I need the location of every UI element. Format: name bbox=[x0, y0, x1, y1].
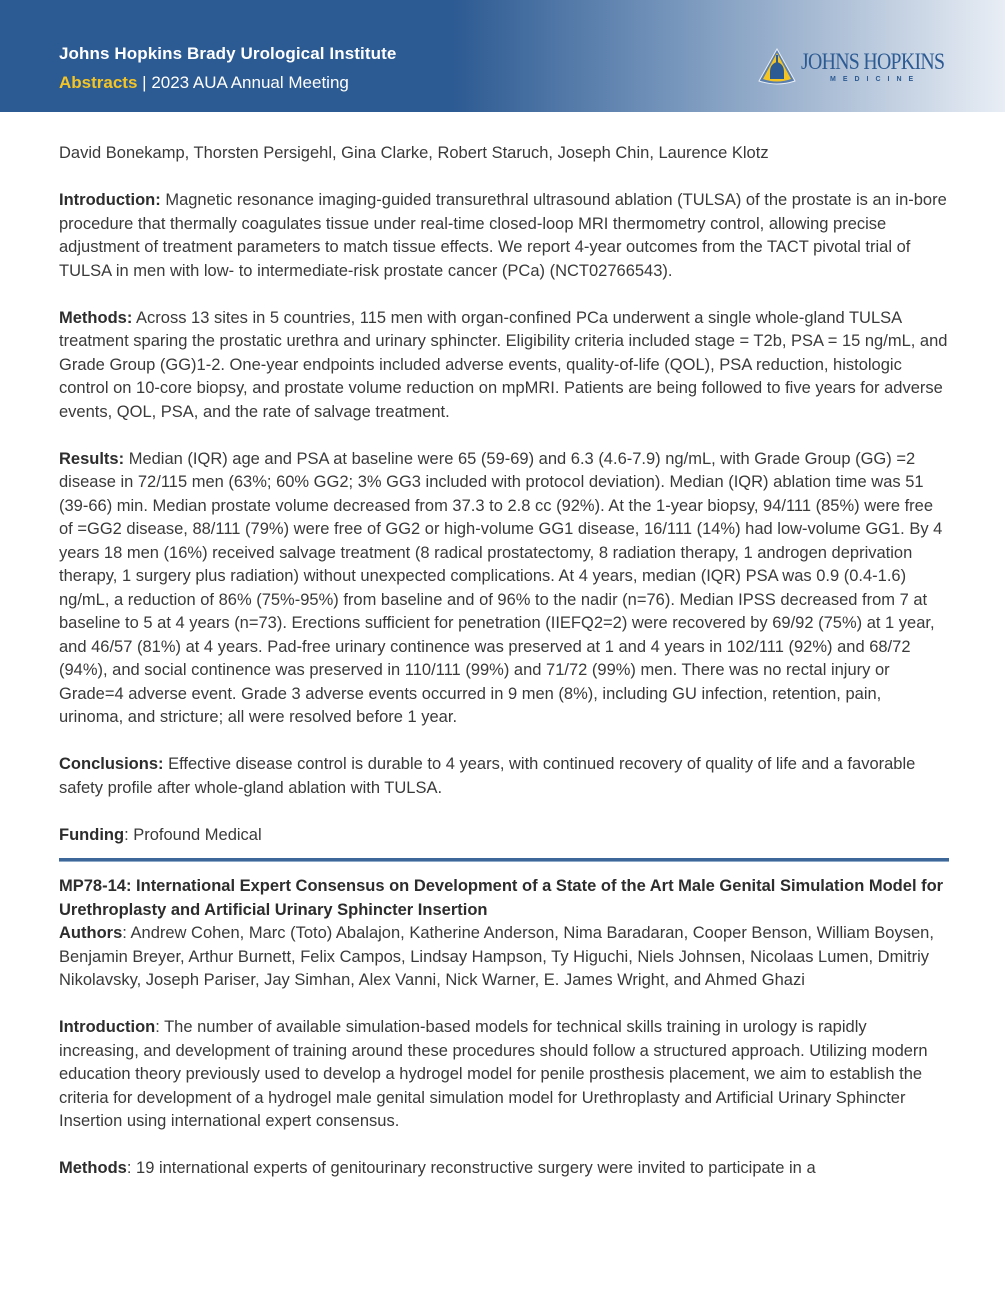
authors-label: Authors bbox=[59, 924, 123, 942]
abstract1-funding bbox=[59, 824, 949, 848]
abstract1-authors: David Bonekamp, Thorsten Persigehl, Gina Clarke, Robert Staruch, Joseph Chin, Laurence Klotz bbox=[59, 144, 769, 162]
abstract2-introduction bbox=[59, 1016, 949, 1134]
abstract2-title: MP78-14: International Expert Consensus on Development of a State of the Art Male Genital Simulation Model for Urethroplasty and Artificial Urinary Sphincter Insertion bbox=[59, 877, 944, 919]
header-banner bbox=[0, 0, 1005, 112]
logo-wordmark: JOHNS HOPKINS bbox=[801, 49, 945, 74]
abstracts-label: Abstracts bbox=[59, 73, 138, 92]
institute-title: Johns Hopkins Brady Urological Institute bbox=[59, 44, 397, 63]
johns-hopkins-logo bbox=[757, 44, 947, 90]
page-content bbox=[59, 142, 949, 1181]
results-text: Median (IQR) age and PSA at baseline were 65 (59-69) and 6.3 (4.6-7.9) ng/mL, with Grade Group (GG) =2 disease in 72/115 men (63%; 60% GG2; 3% GG3 included with protocol deviation). Median (IQR) ablation time was 51 (39-66) min. Median prostate volume decreased from 37.3 to 2.8 cc (92%). At the 1-year biopsy, 94/111 (85%) were free of =GG2 disease, 88/111 (79%) were free of GG2 or high-volume GG1 disease, 16/111 (14%) had low-volume GG1. By 4 years 18 men (16%) received salvage treatment (8 radical prostatectomy, 8 radiation therapy, 1 androgen deprivation therapy, 1 surgery plus radiation) without unexpected complications. At 4 years, median (IQR) PSA was 0.9 (0.4-1.6) ng/mL, a reduction of 86% (75%-95%) from baseline and of 96% to the nadir (n=76). Median IPSS decreased from 7 at baseline to 5 at 4 years (n=73). Erections sufficient for penetration (IIEFQ2=2) were recovered by 69/92 (75%) at 1 year, and 46/57 (81%) at 4 years. Pad-free urinary continence was preserved at 1 and 4 years in 102/111 (92%) and 68/72 (94%), and social continence was preserved in 110/111 (99%) and 71/72 (99%) men. There was no rectal injury or Grade=4 adverse event. Grade 3 adverse events occurred in 9 men (8%), including GU infection, retention, pain, urinoma, and stricture; all were resolved before 1 year. bbox=[59, 449, 943, 726]
introduction-label: Introduction: bbox=[59, 191, 161, 209]
abstract1-results bbox=[59, 448, 949, 730]
introduction-text: : The number of available simulation-based models for technical skills training in urology is rapidly increasing, and development of training around these procedures should follow a structured approach. Utilizing modern education theory previously used to develop a hydrogel model for penile prosthesis placement, we aim to establish the criteria for development of a hydrogel male genital simulation model for Urethroplasty and Artificial Urinary Sphincter Insertion using international expert consensus. bbox=[59, 1018, 928, 1130]
funding-label: Funding bbox=[59, 825, 125, 844]
meeting-name: 2023 AUA Annual Meeting bbox=[151, 73, 349, 92]
section-divider bbox=[59, 858, 949, 862]
abstract2-authors bbox=[59, 922, 949, 993]
abstract1-methods bbox=[59, 307, 949, 425]
funding-text: : Profound Medical bbox=[124, 825, 262, 844]
conclusions-text: Effective disease control is durable to 4 years, with continued recovery of quality of life and a favorable safety profile after whole-gland ablation with TULSA. bbox=[59, 755, 916, 797]
abstract2-methods bbox=[59, 1157, 949, 1181]
abstract1-introduction bbox=[59, 189, 949, 283]
conclusions-label: Conclusions: bbox=[59, 755, 164, 773]
introduction-label: Introduction bbox=[59, 1018, 156, 1036]
results-label: Results: bbox=[59, 449, 125, 468]
logo-subtitle: MEDICINE bbox=[830, 76, 921, 83]
methods-label: Methods bbox=[59, 1159, 127, 1177]
separator: | bbox=[142, 73, 147, 92]
abstract1-conclusions bbox=[59, 753, 949, 800]
introduction-text: Magnetic resonance imaging-guided transurethral ultrasound ablation (TULSA) of the prostate is an in-bore procedure that thermally coagulates tissue under real-time closed-loop MRI thermometry control, allowing precise adjustment of treatment parameters to match tissue effects. We report 4-year outcomes from the TACT pivotal trial of TULSA in men with low- to intermediate-risk prostate cancer (PCa) (NCT02766543). bbox=[59, 191, 947, 280]
methods-text: Across 13 sites in 5 countries, 115 men with organ-confined PCa underwent a single whole-gland TULSA treatment sparing the prostatic urethra and urinary sphincter. Eligibility criteria included stage = T2b, PSA = 15 ng/mL, and Grade Group (GG)1-2. One-year endpoints included adverse events, quality-of-life (QOL), PSA reduction, histologic control on 10-core biopsy, and prostate volume reduction on mpMRI. Patients are being followed to five years for adverse events, QOL, PSA, and the rate of salvage treatment. bbox=[59, 308, 948, 421]
banner-subtitle bbox=[59, 73, 349, 93]
methods-text: : 19 international experts of genitourinary reconstructive surgery were invited to participate in a bbox=[126, 1159, 816, 1177]
authors-text: : Andrew Cohen, Marc (Toto) Abalajon, Katherine Anderson, Nima Baradaran, Cooper Benson, William Boysen, Benjamin Breyer, Arthur Burnett, Felix Campos, Lindsay Hampson, Ty Higuchi, Niels Johnsen, Nicolaas Lumen, Dmitriy Nikolavsky, Joseph Pariser, Jay Simhan, Alex Vanni, Nick Warner, E. James Wright, and Ahmed Ghazi bbox=[59, 924, 934, 989]
dome-shield-icon bbox=[757, 48, 797, 86]
methods-label: Methods: bbox=[59, 308, 133, 327]
